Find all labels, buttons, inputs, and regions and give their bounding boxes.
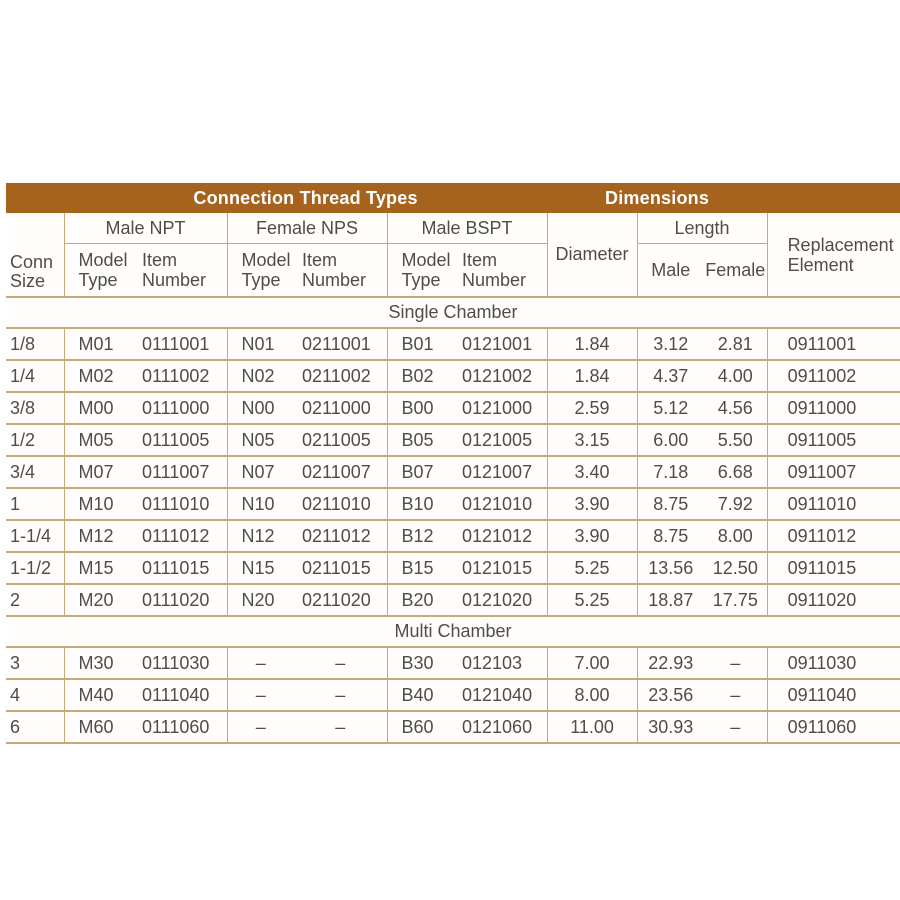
table-row [6, 328, 900, 360]
cell-model-type-nps: N15 [227, 552, 294, 584]
header-item-number-bspt: Item Number [454, 244, 547, 298]
table-row [6, 520, 900, 552]
cell-model-type-nps: – [227, 679, 294, 711]
cell-model-type-nps: N20 [227, 584, 294, 616]
cell-item-number-nps: 0211005 [294, 424, 387, 456]
cell-conn-size: 1/8 [6, 328, 64, 360]
banner-connection-title: Connection Thread Types [64, 183, 547, 213]
spec-table-container [6, 183, 900, 744]
cell-length-male: 13.56 [637, 552, 704, 584]
section-row [6, 616, 900, 647]
cell-item-number-nps: 0211007 [294, 456, 387, 488]
header-model-type-bspt: Model Type [387, 244, 454, 298]
cell-model-type-npt: M60 [64, 711, 134, 743]
cell-diameter: 8.00 [547, 679, 637, 711]
table-row [6, 711, 900, 743]
cell-length-female: 6.68 [704, 456, 767, 488]
cell-model-type-npt: M05 [64, 424, 134, 456]
cell-item-number-bspt: 0121000 [454, 392, 547, 424]
header-conn-size: Conn Size [6, 213, 64, 297]
cell-conn-size: 4 [6, 679, 64, 711]
cell-diameter: 7.00 [547, 647, 637, 679]
cell-length-female: – [704, 679, 767, 711]
cell-item-number-nps: 0211020 [294, 584, 387, 616]
cell-model-type-npt: M12 [64, 520, 134, 552]
section-label: Multi Chamber [6, 616, 900, 647]
cell-model-type-nps: N05 [227, 424, 294, 456]
cell-model-type-nps: N01 [227, 328, 294, 360]
banner-row [6, 183, 900, 213]
table-row [6, 488, 900, 520]
cell-diameter: 5.25 [547, 552, 637, 584]
cell-item-number-npt: 0111010 [134, 488, 227, 520]
cell-length-female: – [704, 711, 767, 743]
header-diameter: Diameter [547, 213, 637, 297]
cell-model-type-npt: M30 [64, 647, 134, 679]
header-male-npt: Male NPT [64, 213, 227, 244]
header-model-type-npt: Model Type [64, 244, 134, 298]
cell-model-type-npt: M00 [64, 392, 134, 424]
cell-item-number-bspt: 0121015 [454, 552, 547, 584]
header-length-female: Female [704, 244, 767, 298]
section-row [6, 297, 900, 328]
cell-model-type-npt: M40 [64, 679, 134, 711]
cell-model-type-npt: M02 [64, 360, 134, 392]
cell-item-number-npt: 0111030 [134, 647, 227, 679]
cell-item-number-npt: 0111005 [134, 424, 227, 456]
cell-conn-size: 1 [6, 488, 64, 520]
cell-conn-size: 3 [6, 647, 64, 679]
cell-item-number-bspt: 0121012 [454, 520, 547, 552]
cell-item-number-npt: 0111002 [134, 360, 227, 392]
cell-item-number-bspt: 012103 [454, 647, 547, 679]
cell-item-number-bspt: 0121007 [454, 456, 547, 488]
cell-item-number-bspt: 0121005 [454, 424, 547, 456]
cell-replacement-element: 0911005 [767, 424, 900, 456]
table-row [6, 584, 900, 616]
cell-conn-size: 2 [6, 584, 64, 616]
header-female-nps: Female NPS [227, 213, 387, 244]
cell-item-number-nps: 0211010 [294, 488, 387, 520]
cell-length-female: 7.92 [704, 488, 767, 520]
cell-item-number-npt: 0111040 [134, 679, 227, 711]
header-model-type-nps: Model Type [227, 244, 294, 298]
product-spec-table [6, 183, 900, 744]
header-male-bspt: Male BSPT [387, 213, 547, 244]
cell-length-male: 8.75 [637, 488, 704, 520]
cell-model-type-bspt: B15 [387, 552, 454, 584]
cell-item-number-npt: 0111001 [134, 328, 227, 360]
cell-model-type-nps: N07 [227, 456, 294, 488]
cell-diameter: 11.00 [547, 711, 637, 743]
cell-diameter: 3.15 [547, 424, 637, 456]
cell-length-male: 4.37 [637, 360, 704, 392]
cell-model-type-npt: M07 [64, 456, 134, 488]
cell-model-type-bspt: B60 [387, 711, 454, 743]
cell-replacement-element: 0911002 [767, 360, 900, 392]
header-replacement-element: Replacement Element [767, 213, 900, 297]
cell-model-type-nps: N12 [227, 520, 294, 552]
cell-model-type-bspt: B30 [387, 647, 454, 679]
table-row [6, 424, 900, 456]
cell-length-male: 3.12 [637, 328, 704, 360]
cell-length-male: 7.18 [637, 456, 704, 488]
header-length-male: Male [637, 244, 704, 298]
cell-item-number-nps: – [294, 647, 387, 679]
cell-diameter: 5.25 [547, 584, 637, 616]
cell-model-type-bspt: B20 [387, 584, 454, 616]
cell-model-type-nps: – [227, 711, 294, 743]
cell-length-female: – [704, 647, 767, 679]
cell-replacement-element: 0911012 [767, 520, 900, 552]
cell-conn-size: 1-1/4 [6, 520, 64, 552]
cell-item-number-nps: 0211002 [294, 360, 387, 392]
cell-length-female: 12.50 [704, 552, 767, 584]
cell-conn-size: 6 [6, 711, 64, 743]
cell-model-type-bspt: B12 [387, 520, 454, 552]
cell-model-type-nps: N10 [227, 488, 294, 520]
cell-length-male: 5.12 [637, 392, 704, 424]
cell-conn-size: 1/4 [6, 360, 64, 392]
cell-replacement-element: 0911010 [767, 488, 900, 520]
spec-table-body [6, 183, 900, 743]
cell-replacement-element: 0911000 [767, 392, 900, 424]
table-row [6, 360, 900, 392]
cell-conn-size: 1-1/2 [6, 552, 64, 584]
cell-item-number-bspt: 0121010 [454, 488, 547, 520]
cell-diameter: 1.84 [547, 360, 637, 392]
table-row [6, 392, 900, 424]
cell-replacement-element: 0911020 [767, 584, 900, 616]
cell-item-number-nps: 0211012 [294, 520, 387, 552]
section-label: Single Chamber [6, 297, 900, 328]
cell-model-type-npt: M10 [64, 488, 134, 520]
cell-model-type-nps: N00 [227, 392, 294, 424]
cell-replacement-element: 0911060 [767, 711, 900, 743]
cell-diameter: 3.90 [547, 520, 637, 552]
cell-length-male: 22.93 [637, 647, 704, 679]
table-row [6, 456, 900, 488]
cell-model-type-bspt: B05 [387, 424, 454, 456]
cell-model-type-nps: – [227, 647, 294, 679]
cell-length-female: 8.00 [704, 520, 767, 552]
cell-item-number-npt: 0111020 [134, 584, 227, 616]
cell-item-number-bspt: 0121060 [454, 711, 547, 743]
cell-item-number-bspt: 0121020 [454, 584, 547, 616]
cell-diameter: 3.40 [547, 456, 637, 488]
cell-length-male: 30.93 [637, 711, 704, 743]
cell-diameter: 1.84 [547, 328, 637, 360]
cell-model-type-bspt: B40 [387, 679, 454, 711]
cell-item-number-npt: 0111060 [134, 711, 227, 743]
cell-model-type-npt: M20 [64, 584, 134, 616]
header-item-number-npt: Item Number [134, 244, 227, 298]
header-length: Length [637, 213, 767, 244]
cell-item-number-npt: 0111007 [134, 456, 227, 488]
cell-item-number-npt: 0111000 [134, 392, 227, 424]
cell-length-male: 18.87 [637, 584, 704, 616]
header-item-number-nps: Item Number [294, 244, 387, 298]
cell-item-number-npt: 0111015 [134, 552, 227, 584]
cell-model-type-bspt: B02 [387, 360, 454, 392]
cell-model-type-bspt: B00 [387, 392, 454, 424]
table-row [6, 679, 900, 711]
cell-length-female: 17.75 [704, 584, 767, 616]
banner-spacer-right [767, 183, 900, 213]
banner-dimensions-title: Dimensions [547, 183, 767, 213]
cell-model-type-bspt: B10 [387, 488, 454, 520]
cell-replacement-element: 0911015 [767, 552, 900, 584]
group-header-row [6, 213, 900, 244]
cell-conn-size: 1/2 [6, 424, 64, 456]
cell-length-male: 23.56 [637, 679, 704, 711]
cell-length-female: 5.50 [704, 424, 767, 456]
cell-item-number-nps: 0211015 [294, 552, 387, 584]
cell-model-type-bspt: B07 [387, 456, 454, 488]
cell-length-male: 8.75 [637, 520, 704, 552]
cell-item-number-nps: 0211001 [294, 328, 387, 360]
cell-length-female: 2.81 [704, 328, 767, 360]
cell-item-number-npt: 0111012 [134, 520, 227, 552]
cell-item-number-bspt: 0121002 [454, 360, 547, 392]
cell-item-number-nps: 0211000 [294, 392, 387, 424]
cell-model-type-bspt: B01 [387, 328, 454, 360]
cell-length-female: 4.56 [704, 392, 767, 424]
cell-diameter: 3.90 [547, 488, 637, 520]
cell-model-type-npt: M15 [64, 552, 134, 584]
cell-model-type-npt: M01 [64, 328, 134, 360]
banner-spacer-left [6, 183, 64, 213]
cell-item-number-bspt: 0121001 [454, 328, 547, 360]
table-row [6, 552, 900, 584]
cell-replacement-element: 0911007 [767, 456, 900, 488]
cell-length-male: 6.00 [637, 424, 704, 456]
table-row [6, 647, 900, 679]
cell-model-type-nps: N02 [227, 360, 294, 392]
cell-item-number-bspt: 0121040 [454, 679, 547, 711]
cell-diameter: 2.59 [547, 392, 637, 424]
cell-replacement-element: 0911030 [767, 647, 900, 679]
cell-conn-size: 3/8 [6, 392, 64, 424]
cell-item-number-nps: – [294, 711, 387, 743]
cell-replacement-element: 0911001 [767, 328, 900, 360]
cell-item-number-nps: – [294, 679, 387, 711]
cell-replacement-element: 0911040 [767, 679, 900, 711]
cell-length-female: 4.00 [704, 360, 767, 392]
sub-header-row [6, 244, 900, 298]
cell-conn-size: 3/4 [6, 456, 64, 488]
